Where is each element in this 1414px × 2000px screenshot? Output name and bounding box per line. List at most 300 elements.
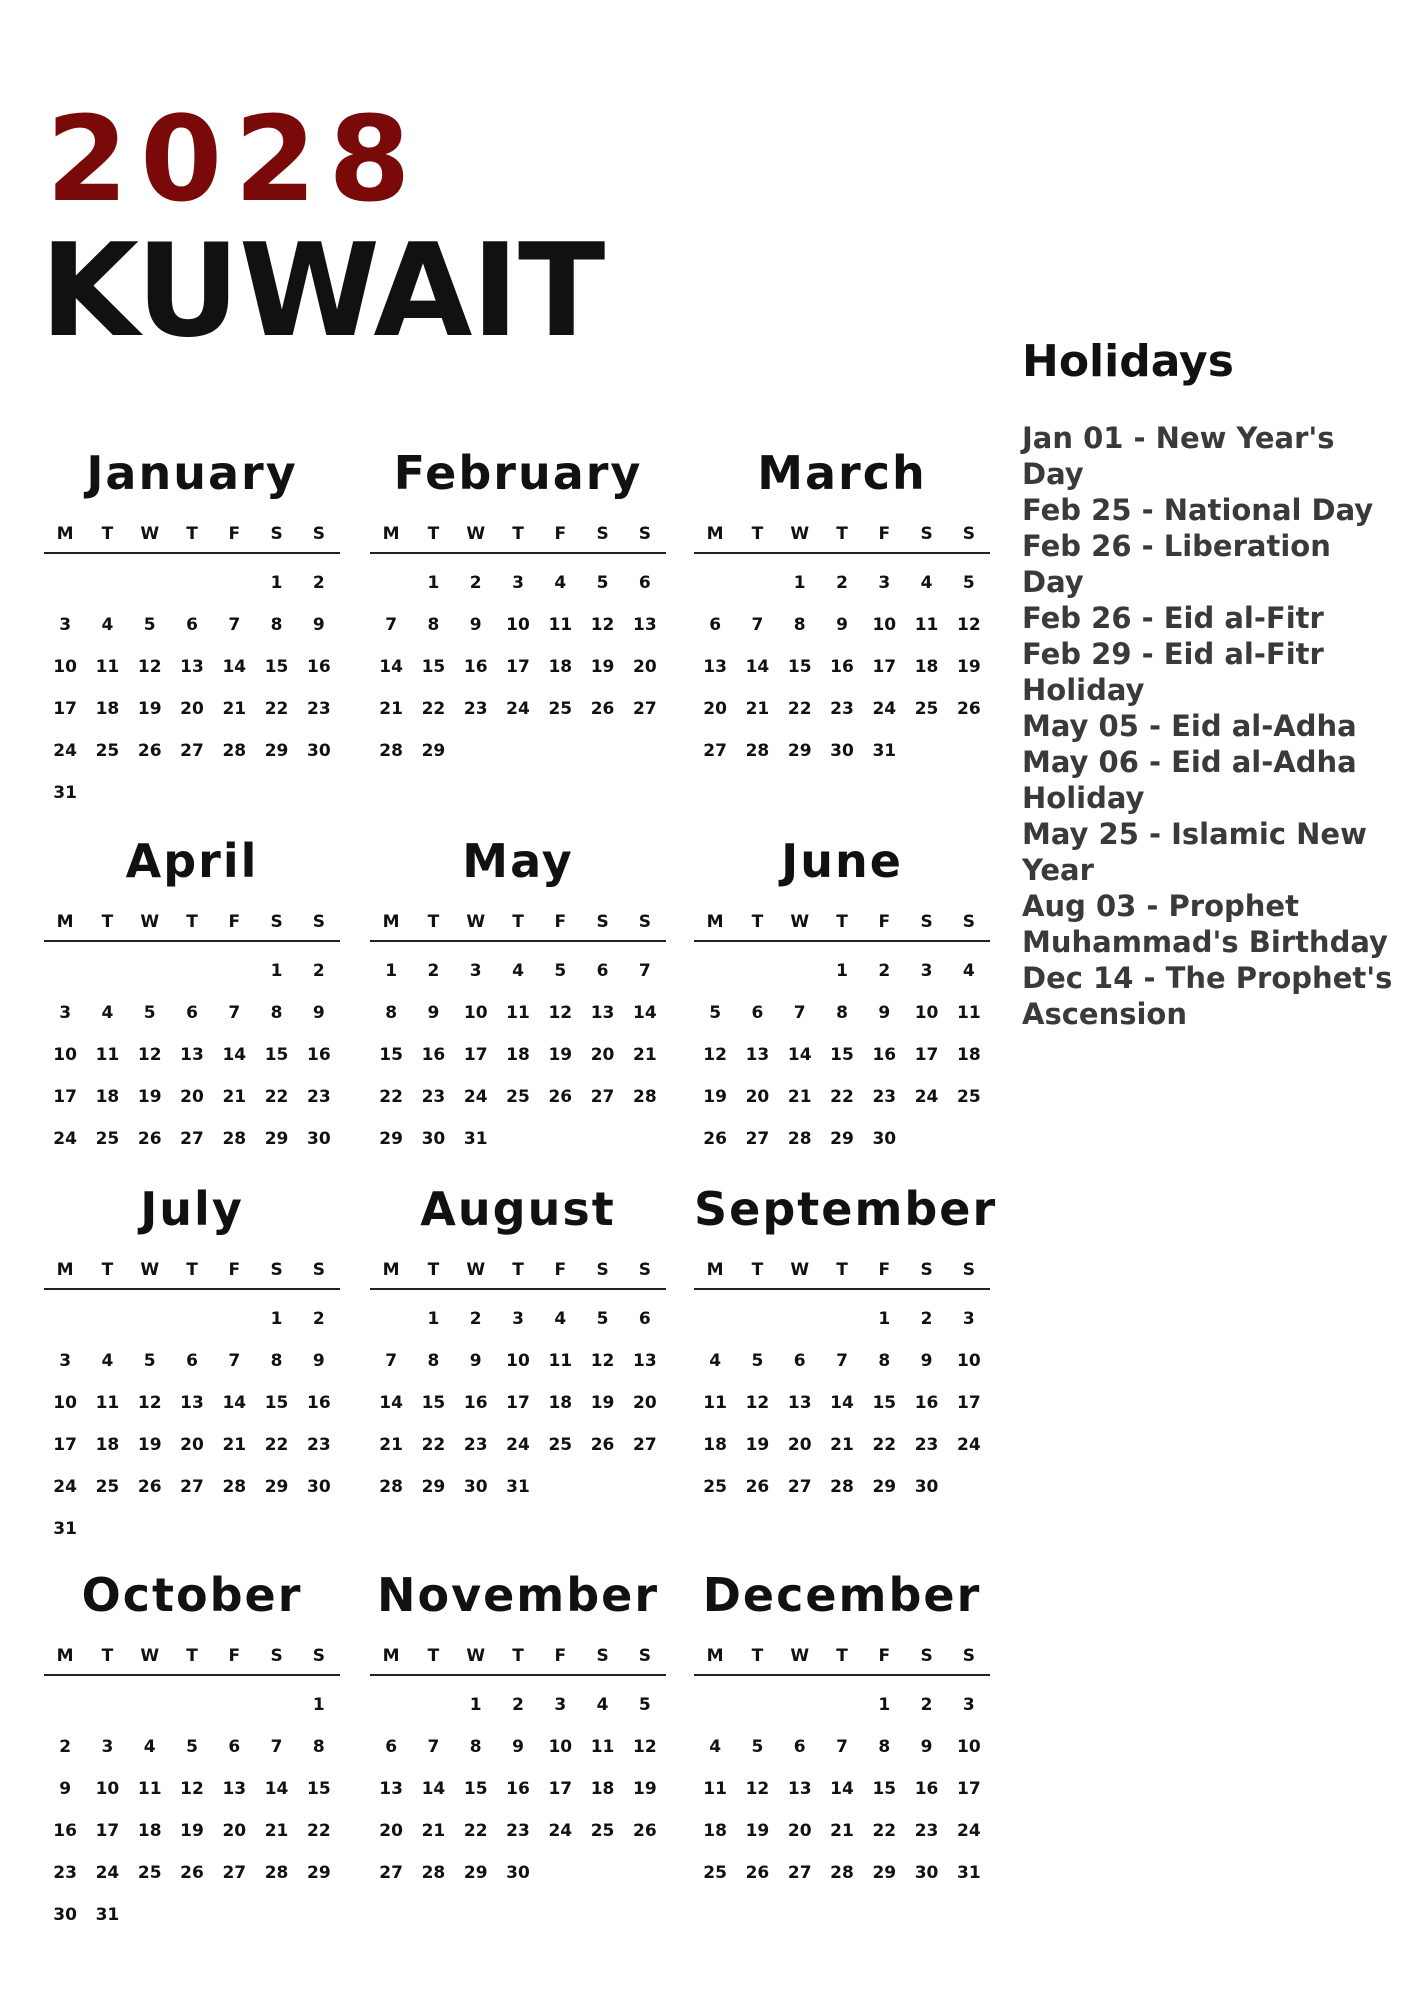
weekday-label: M [56, 524, 74, 544]
day-cell: 4 [101, 1351, 114, 1371]
day-cell: 16 [307, 1393, 331, 1413]
day-cell: 5 [596, 1309, 609, 1329]
day-cell: 3 [101, 1737, 114, 1757]
day-cell: 28 [787, 1129, 812, 1149]
day-cell: 3 [59, 615, 72, 635]
day-cell: 17 [463, 1045, 488, 1065]
day-cell: 8 [469, 1737, 482, 1757]
day-cell: 18 [506, 1045, 530, 1065]
day-cell: 29 [872, 1477, 897, 1497]
day-cell: 4 [512, 961, 524, 981]
weekday-label: S [638, 1260, 651, 1280]
day-cell: 14 [830, 1393, 854, 1413]
day-cell: 9 [59, 1779, 72, 1799]
day-cell: 2 [920, 1309, 933, 1329]
day-cell: 20 [745, 1087, 770, 1107]
empty-day-cell [821, 1298, 863, 1340]
empty-day-cell [412, 1684, 454, 1726]
weekday-label: S [962, 524, 975, 544]
day-cell: 28 [379, 1477, 403, 1497]
day-cell: 13 [703, 657, 727, 677]
day-cell: 24 [957, 1435, 981, 1455]
day-cell: 16 [506, 1779, 530, 1799]
day-cell: 21 [830, 1821, 854, 1841]
day-cell: 23 [463, 699, 488, 719]
day-cell: 1 [793, 573, 806, 593]
day-cell: 13 [633, 615, 657, 635]
day-cell: 3 [512, 1309, 524, 1329]
day-cell: 6 [793, 1737, 806, 1757]
day-cell: 18 [703, 1435, 727, 1455]
day-cell: 15 [379, 1045, 403, 1065]
empty-day-cell [86, 950, 128, 992]
day-cell: 12 [590, 1351, 615, 1371]
day-cell: 7 [228, 615, 241, 635]
day-cell: 13 [180, 657, 204, 677]
empty-day-cell [694, 1684, 736, 1726]
day-cell: 4 [962, 961, 975, 981]
empty-day-cell [255, 1684, 297, 1726]
day-cell: 8 [427, 1351, 440, 1371]
day-cell: 30 [830, 741, 854, 761]
day-cell: 5 [751, 1737, 764, 1757]
weekday-label: W [140, 524, 160, 544]
day-cell: 11 [95, 1393, 120, 1413]
weekday-label: S [962, 912, 975, 932]
day-cell: 13 [180, 1045, 204, 1065]
weekday-label: T [751, 912, 764, 932]
weekday-label: F [554, 524, 567, 544]
weekday-label: F [878, 524, 891, 544]
day-cell: 15 [264, 1393, 289, 1413]
day-cell: 28 [830, 1863, 854, 1883]
day-cell: 22 [787, 699, 812, 719]
month-name: March [757, 446, 927, 500]
day-cell: 27 [180, 1477, 204, 1497]
day-cell: 18 [548, 657, 573, 677]
month-july [44, 1182, 340, 1550]
month-name: June [781, 834, 903, 888]
day-cell: 30 [872, 1129, 897, 1149]
weekday-label: T [512, 1646, 524, 1666]
day-cell: 17 [53, 1087, 77, 1107]
empty-day-cell [44, 1684, 86, 1726]
day-cell: 30 [506, 1863, 530, 1883]
day-cell: 26 [745, 1477, 770, 1497]
day-cell: 15 [463, 1779, 488, 1799]
day-cell: 4 [143, 1737, 156, 1757]
weekday-label: T [186, 1646, 198, 1666]
month-name: January [86, 446, 298, 500]
day-cell: 2 [920, 1695, 933, 1715]
day-cell: 27 [180, 1129, 204, 1149]
day-cell: 3 [962, 1309, 975, 1329]
weekday-label: S [920, 1646, 933, 1666]
day-cell: 30 [307, 741, 331, 761]
weekday-label: T [101, 1646, 114, 1666]
day-cell: 11 [506, 1003, 530, 1023]
day-cell: 26 [548, 1087, 573, 1107]
day-cell: 6 [638, 573, 651, 593]
weekday-label: T [512, 912, 524, 932]
day-cell: 31 [463, 1129, 488, 1149]
weekday-label: T [836, 1646, 848, 1666]
day-cell: 22 [421, 699, 446, 719]
day-cell: 24 [53, 741, 77, 761]
day-cell: 26 [745, 1863, 770, 1883]
day-grid [44, 950, 340, 1160]
day-cell: 1 [836, 961, 848, 981]
day-cell: 20 [633, 1393, 657, 1413]
holiday-item: Feb 26 - Eid al-Fitr [1022, 601, 1324, 635]
day-cell: 12 [137, 1393, 162, 1413]
day-cell: 10 [53, 1045, 77, 1065]
day-cell: 30 [421, 1129, 446, 1149]
weekday-label: S [920, 912, 933, 932]
empty-day-cell [370, 562, 412, 604]
day-grid [44, 1298, 340, 1550]
month-name: February [393, 446, 643, 500]
day-cell: 26 [590, 1435, 615, 1455]
month-august [370, 1182, 666, 1508]
day-cell: 27 [633, 699, 657, 719]
day-cell: 25 [95, 1129, 120, 1149]
weekday-header [370, 1260, 666, 1290]
empty-day-cell [44, 950, 86, 992]
day-grid [694, 950, 990, 1160]
day-cell: 11 [95, 1045, 120, 1065]
day-cell: 25 [548, 1435, 573, 1455]
day-cell: 26 [590, 699, 615, 719]
day-cell: 8 [878, 1351, 891, 1371]
day-cell: 20 [633, 657, 657, 677]
weekday-label: F [228, 1260, 241, 1280]
day-cell: 10 [872, 615, 897, 635]
day-cell: 1 [385, 961, 398, 981]
day-cell: 28 [421, 1863, 446, 1883]
day-cell: 7 [638, 961, 651, 981]
day-cell: 24 [872, 699, 897, 719]
day-cell: 4 [554, 573, 567, 593]
month-september [694, 1182, 998, 1508]
month-name: October [81, 1568, 303, 1622]
empty-day-cell [694, 1298, 736, 1340]
empty-day-cell [213, 950, 255, 992]
weekday-label: S [596, 1646, 609, 1666]
day-cell: 17 [506, 1393, 530, 1413]
day-cell: 7 [751, 615, 764, 635]
day-cell: 10 [914, 1003, 939, 1023]
weekday-label: W [466, 912, 486, 932]
weekday-label: F [878, 1260, 891, 1280]
day-cell: 18 [914, 657, 939, 677]
weekday-label: M [56, 1646, 74, 1666]
day-cell: 19 [590, 1393, 615, 1413]
day-cell: 23 [914, 1435, 939, 1455]
day-cell: 18 [137, 1821, 162, 1841]
day-cell: 5 [143, 615, 156, 635]
empty-day-cell [694, 950, 736, 992]
day-cell: 14 [633, 1003, 657, 1023]
day-cell: 31 [53, 783, 77, 803]
day-cell: 26 [633, 1821, 657, 1841]
day-cell: 7 [793, 1003, 806, 1023]
day-cell: 20 [590, 1045, 615, 1065]
day-cell: 12 [180, 1779, 204, 1799]
day-cell: 24 [463, 1087, 488, 1107]
day-cell: 22 [264, 1087, 289, 1107]
day-cell: 19 [180, 1821, 204, 1841]
weekday-label: S [312, 1260, 325, 1280]
day-cell: 17 [872, 657, 897, 677]
day-grid [370, 950, 666, 1160]
month-name: September [694, 1182, 998, 1236]
weekday-header [694, 1646, 990, 1676]
day-grid [44, 562, 340, 814]
day-grid [694, 562, 990, 772]
day-grid [44, 1684, 340, 1936]
day-cell: 19 [703, 1087, 727, 1107]
weekday-label: F [554, 912, 567, 932]
day-cell: 6 [596, 961, 609, 981]
day-cell: 28 [830, 1477, 854, 1497]
day-cell: 8 [385, 1003, 398, 1023]
empty-day-cell [694, 562, 736, 604]
weekday-label: S [920, 1260, 933, 1280]
day-cell: 23 [53, 1863, 77, 1883]
day-cell: 26 [137, 1477, 162, 1497]
day-cell: 14 [222, 1393, 247, 1413]
weekday-header [44, 912, 340, 942]
day-cell: 21 [264, 1821, 289, 1841]
day-cell: 29 [463, 1863, 488, 1883]
weekday-label: S [596, 524, 609, 544]
empty-day-cell [736, 1684, 778, 1726]
day-cell: 25 [95, 1477, 120, 1497]
day-cell: 3 [59, 1003, 72, 1023]
weekday-label: W [790, 912, 810, 932]
weekday-label: T [427, 1260, 440, 1280]
weekday-label: W [466, 1260, 486, 1280]
day-cell: 9 [427, 1003, 440, 1023]
day-cell: 31 [53, 1519, 77, 1539]
day-cell: 9 [469, 615, 482, 635]
day-grid [370, 1298, 666, 1508]
month-name: April [125, 834, 259, 888]
weekday-label: W [790, 1260, 810, 1280]
day-cell: 13 [222, 1779, 247, 1799]
empty-day-cell [779, 950, 821, 992]
day-cell: 25 [590, 1821, 615, 1841]
day-cell: 9 [878, 1003, 891, 1023]
day-cell: 1 [270, 961, 283, 981]
day-cell: 30 [914, 1477, 939, 1497]
empty-day-cell [736, 1298, 778, 1340]
day-cell: 4 [101, 615, 114, 635]
day-cell: 22 [830, 1087, 854, 1107]
day-cell: 29 [787, 741, 812, 761]
weekday-label: W [140, 1260, 160, 1280]
day-cell: 10 [53, 657, 77, 677]
day-cell: 28 [745, 741, 770, 761]
holiday-item: May 25 - Islamic New Year [1022, 817, 1367, 887]
day-cell: 16 [307, 1045, 331, 1065]
day-cell: 17 [957, 1779, 981, 1799]
weekday-label: T [751, 524, 764, 544]
weekday-label: S [962, 1260, 975, 1280]
day-cell: 27 [180, 741, 204, 761]
day-cell: 29 [379, 1129, 403, 1149]
day-cell: 11 [548, 615, 573, 635]
day-cell: 16 [872, 1045, 897, 1065]
month-name: July [140, 1182, 244, 1236]
holiday-item: Feb 26 - Liberation Day [1022, 529, 1331, 599]
day-cell: 5 [596, 573, 609, 593]
weekday-header [370, 912, 666, 942]
empty-day-cell [129, 950, 171, 992]
weekday-label: T [101, 1260, 114, 1280]
day-cell: 10 [95, 1779, 120, 1799]
day-cell: 18 [95, 1087, 120, 1107]
day-cell: 25 [95, 741, 120, 761]
day-cell: 24 [53, 1129, 77, 1149]
empty-day-cell [736, 562, 778, 604]
weekday-label: S [312, 912, 325, 932]
day-cell: 27 [379, 1863, 403, 1883]
weekday-label: F [878, 912, 891, 932]
weekday-label: M [706, 1646, 724, 1666]
day-cell: 25 [506, 1087, 530, 1107]
month-january [44, 446, 340, 814]
day-cell: 1 [878, 1309, 891, 1329]
day-cell: 1 [427, 573, 440, 593]
weekday-label: T [836, 912, 848, 932]
day-cell: 22 [307, 1821, 331, 1841]
day-cell: 16 [463, 1393, 488, 1413]
day-cell: 23 [463, 1435, 488, 1455]
day-cell: 12 [548, 1003, 573, 1023]
day-cell: 2 [59, 1737, 72, 1757]
empty-day-cell [44, 562, 86, 604]
day-cell: 20 [222, 1821, 247, 1841]
day-cell: 1 [270, 573, 283, 593]
day-cell: 17 [506, 657, 530, 677]
day-cell: 5 [751, 1351, 764, 1371]
day-cell: 20 [379, 1821, 403, 1841]
holidays-title: Holidays [1022, 336, 1234, 387]
day-cell: 15 [787, 657, 812, 677]
day-cell: 20 [180, 699, 204, 719]
weekday-label: M [382, 1260, 400, 1280]
day-cell: 9 [512, 1737, 524, 1757]
day-cell: 21 [379, 699, 403, 719]
weekday-label: M [706, 1260, 724, 1280]
day-cell: 1 [469, 1695, 482, 1715]
month-name: November [376, 1568, 660, 1622]
day-cell: 5 [709, 1003, 722, 1023]
weekday-label: F [554, 1646, 567, 1666]
day-cell: 27 [745, 1129, 770, 1149]
empty-day-cell [86, 1298, 128, 1340]
day-cell: 29 [830, 1129, 854, 1149]
weekday-header [44, 1260, 340, 1290]
weekday-label: T [186, 524, 198, 544]
empty-day-cell [129, 1684, 171, 1726]
day-cell: 14 [264, 1779, 289, 1799]
day-cell: 5 [962, 573, 975, 593]
day-cell: 29 [421, 1477, 446, 1497]
weekday-label: M [382, 1646, 400, 1666]
weekday-header [370, 1646, 666, 1676]
holidays-panel [1022, 336, 1402, 1032]
day-cell: 4 [709, 1737, 722, 1757]
day-cell: 21 [830, 1435, 854, 1455]
day-cell: 3 [920, 961, 933, 981]
day-cell: 16 [830, 657, 854, 677]
day-cell: 29 [264, 1129, 289, 1149]
day-cell: 27 [703, 741, 727, 761]
empty-day-cell [129, 1298, 171, 1340]
day-cell: 17 [53, 1435, 77, 1455]
day-cell: 7 [427, 1737, 440, 1757]
day-cell: 23 [421, 1087, 446, 1107]
weekday-label: S [920, 524, 933, 544]
day-cell: 21 [421, 1821, 446, 1841]
day-cell: 22 [872, 1435, 897, 1455]
weekday-label: T [836, 524, 848, 544]
day-cell: 2 [878, 961, 891, 981]
day-cell: 14 [379, 657, 403, 677]
month-june [694, 834, 990, 1160]
weekday-header [694, 912, 990, 942]
day-cell: 19 [137, 699, 162, 719]
empty-day-cell [171, 562, 213, 604]
day-cell: 16 [914, 1779, 939, 1799]
day-cell: 8 [793, 615, 806, 635]
day-cell: 29 [264, 741, 289, 761]
weekday-label: W [466, 1646, 486, 1666]
weekday-label: M [706, 912, 724, 932]
day-cell: 14 [787, 1045, 812, 1065]
weekday-label: S [270, 524, 283, 544]
weekday-label: S [312, 1646, 325, 1666]
day-cell: 11 [137, 1779, 162, 1799]
empty-day-cell [779, 1298, 821, 1340]
weekday-label: M [56, 912, 74, 932]
day-grid [694, 1298, 990, 1508]
day-cell: 25 [137, 1863, 162, 1883]
day-cell: 27 [787, 1863, 812, 1883]
day-cell: 7 [836, 1737, 848, 1757]
day-cell: 18 [703, 1821, 727, 1841]
day-cell: 7 [270, 1737, 283, 1757]
day-cell: 29 [264, 1477, 289, 1497]
day-cell: 4 [101, 1003, 114, 1023]
day-cell: 4 [709, 1351, 722, 1371]
day-cell: 19 [137, 1087, 162, 1107]
day-cell: 23 [830, 699, 854, 719]
day-cell: 18 [957, 1045, 981, 1065]
day-cell: 5 [143, 1351, 156, 1371]
day-cell: 10 [957, 1737, 981, 1757]
day-cell: 14 [745, 657, 770, 677]
weekday-label: S [270, 1646, 283, 1666]
day-cell: 21 [222, 699, 247, 719]
day-cell: 17 [957, 1393, 981, 1413]
holiday-item: May 06 - Eid al-Adha Holiday [1022, 745, 1357, 815]
day-cell: 18 [548, 1393, 573, 1413]
day-cell: 22 [421, 1435, 446, 1455]
